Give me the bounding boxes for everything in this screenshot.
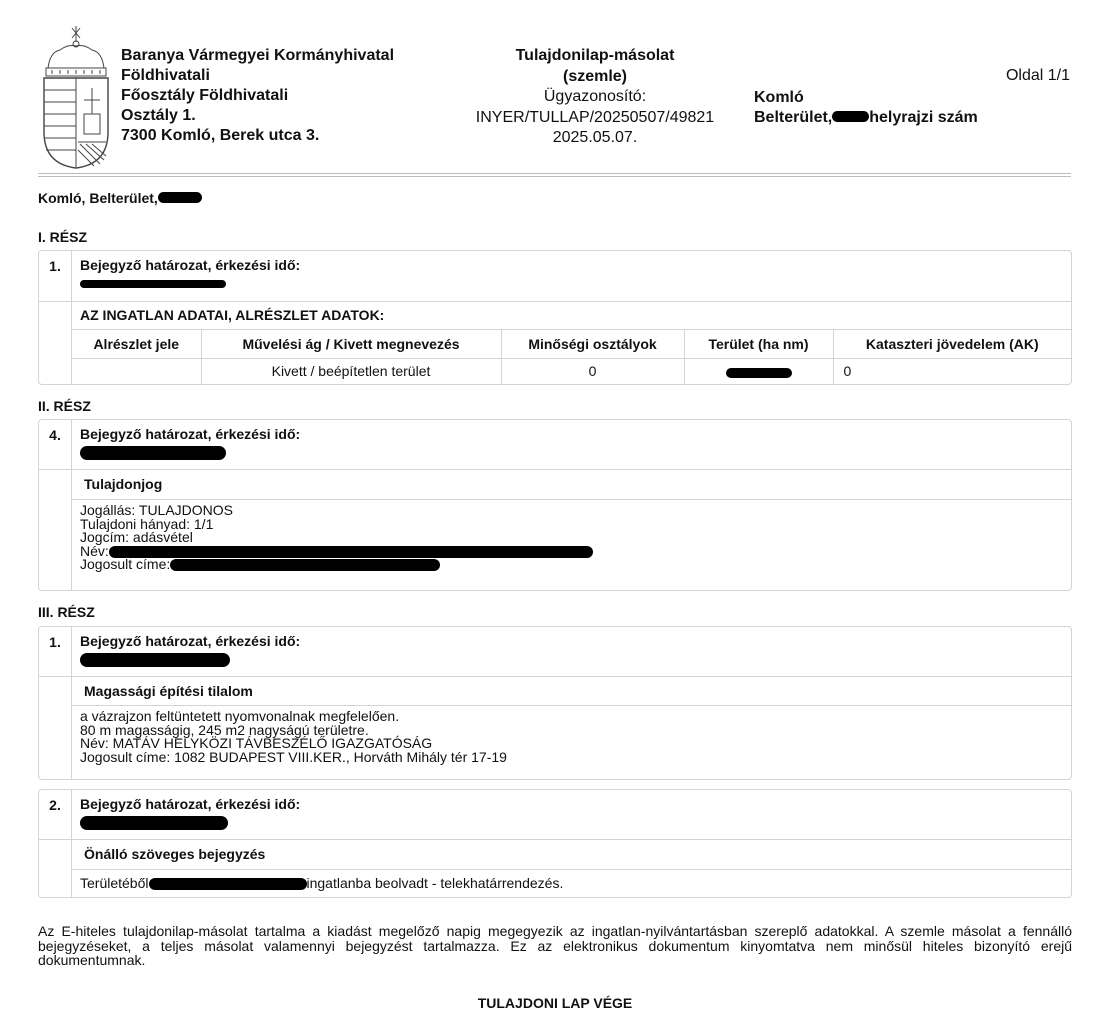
page-number: Oldal 1/1: [1005, 67, 1070, 84]
legal-title: Jogcím: adásvétel: [80, 529, 193, 545]
office-line: Főosztály Földhivatali: [121, 87, 289, 104]
entry-number: 4.: [39, 420, 72, 469]
redaction-mark: [149, 878, 307, 890]
owner-name: [80, 542, 1063, 559]
column-header: Alrészlet jele: [72, 330, 201, 358]
legal-disclaimer: Az E-hiteles tulajdonilap-másolat tartalma a kiadást megelőző napig megegyezik az ingatlan-nyilvántartásban szereplő adatokkal. A szemle másolat a fennálló bejegyzéseket, a teljes másolat valamennyi bejegyzést tartalmazza. Ez az elektronikus dokumentum kinyomtatva nem minősül hiteles bizonyító erejű dokumentumnak.: [38, 923, 1072, 968]
property-data-table: [72, 330, 1071, 384]
table-cell: [684, 358, 833, 384]
part-2-box: [38, 419, 1072, 591]
part-3-title: III. RÉSZ: [38, 604, 95, 620]
part-3-entry-1-box: [38, 626, 1072, 780]
entry-label: Bejegyző határozat, érkezési idő:: [80, 257, 301, 273]
document-title-block: [452, 46, 738, 149]
redaction-mark: [80, 446, 226, 460]
redaction-mark: [80, 280, 226, 288]
text-fragment: ingatlanba beolvadt - telekhatárrendezés.: [306, 875, 564, 891]
document-header: [40, 20, 1072, 170]
redaction-mark: [170, 559, 440, 571]
text-line: 80 m magasságig, 245 m2 nagyságú területre.: [80, 721, 369, 738]
office-line: 7300 Komló, Berek utca 3.: [121, 127, 320, 144]
restriction-details: [72, 706, 1071, 767]
entry-number-spacer: [39, 840, 72, 898]
entry-label: Bejegyző határozat, érkezési idő:: [80, 633, 301, 649]
case-id-label: Ügyazonosító:: [543, 88, 647, 105]
column-header: Terület (ha nm): [684, 330, 833, 358]
redaction-mark: [158, 192, 202, 203]
document-subtitle: (szemle): [562, 67, 628, 85]
parcel-number-label: helyrajzi szám: [869, 109, 978, 126]
settlement-name: Komló: [754, 89, 804, 106]
entry-label: Bejegyző határozat, érkezési idő:: [80, 796, 301, 812]
entry-subhead: Tulajdonjog: [72, 470, 1071, 500]
part-1-title: I. RÉSZ: [38, 229, 88, 245]
column-header: Minőségi osztályok: [501, 330, 684, 358]
entry-number: 2.: [39, 790, 72, 839]
part-1-box: [38, 250, 1072, 385]
entry-label: Bejegyző határozat, érkezési idő:: [80, 426, 301, 442]
entry-number-spacer: [39, 470, 72, 591]
document-title: Tulajdonilap-másolat: [515, 47, 675, 64]
redaction-mark: [80, 653, 230, 667]
redaction-mark: [832, 111, 869, 122]
table-cell: [72, 358, 201, 384]
entry-number-spacer: [39, 677, 72, 780]
document-date: 2025.05.07.: [552, 129, 638, 146]
property-data-heading: AZ INGATLAN ADATAI, ALRÉSZLET ADATOK:: [72, 302, 1071, 330]
table-cell: Kivett / beépítetlen terület: [201, 358, 501, 384]
redaction-mark: [109, 546, 593, 558]
header-divider: [38, 173, 1071, 177]
table-row: [72, 358, 1071, 384]
end-of-document-title: TULAJDONI LAP VÉGE: [477, 995, 633, 1011]
hungarian-coat-of-arms-icon: [40, 24, 112, 170]
redaction-mark: [726, 368, 792, 378]
office-line: Osztály 1.: [121, 107, 196, 124]
part-3-entry-2-box: [38, 789, 1072, 898]
table-cell: 0: [501, 358, 684, 384]
redaction-mark: [80, 816, 228, 830]
case-id: INYER/TULLAP/20250507/49821: [475, 108, 715, 126]
entry-number-spacer: [39, 302, 72, 385]
parcel-location: [754, 88, 978, 128]
table-cell: 0: [843, 363, 852, 380]
owner-address: [80, 558, 1063, 572]
entry-number: 1.: [39, 251, 72, 301]
office-line: Földhivatali: [121, 67, 210, 84]
owner-address-label: Jogosult címe:: [80, 556, 171, 572]
entry-subhead: Magassági építési tilalom: [72, 677, 1071, 706]
ownership-share: Tulajdoni hányad: 1/1: [80, 515, 214, 532]
location-text: Komló, Belterület,: [38, 190, 158, 206]
issuing-office: [121, 46, 451, 146]
text-line: a vázrajzon feltüntetett nyomvonalnak megfelelően.: [80, 708, 400, 724]
free-text-entry: [72, 870, 1071, 896]
text-line: Jogosult címe: 1082 BUDAPEST VIII.KER., Horváth Mihály tér 17-19: [80, 748, 507, 765]
entry-subhead: Önálló szöveges bejegyzés: [72, 840, 1071, 870]
column-header: Művelési ág / Kivett megnevezés: [201, 330, 501, 358]
location-line: [38, 190, 202, 206]
text-fragment: Területéből: [80, 875, 149, 891]
ownership-details: [72, 500, 1071, 575]
owner-name-label: Név:: [80, 542, 109, 559]
column-header: Kataszteri jövedelem (AK): [833, 330, 1071, 358]
part-2-title: II. RÉSZ: [38, 398, 91, 414]
entry-number: 1.: [39, 627, 72, 676]
area-label: Belterület,: [754, 109, 833, 126]
text-line: Név: MATÁV HELYKÖZI TÁVBESZÉLŐ IGAZGATÓSÁG: [80, 735, 433, 751]
office-line: Baranya Vármegyei Kormányhivatal: [121, 47, 395, 64]
parcel-id-line: [754, 108, 978, 128]
legal-status: Jogállás: TULAJDONOS: [80, 502, 234, 518]
